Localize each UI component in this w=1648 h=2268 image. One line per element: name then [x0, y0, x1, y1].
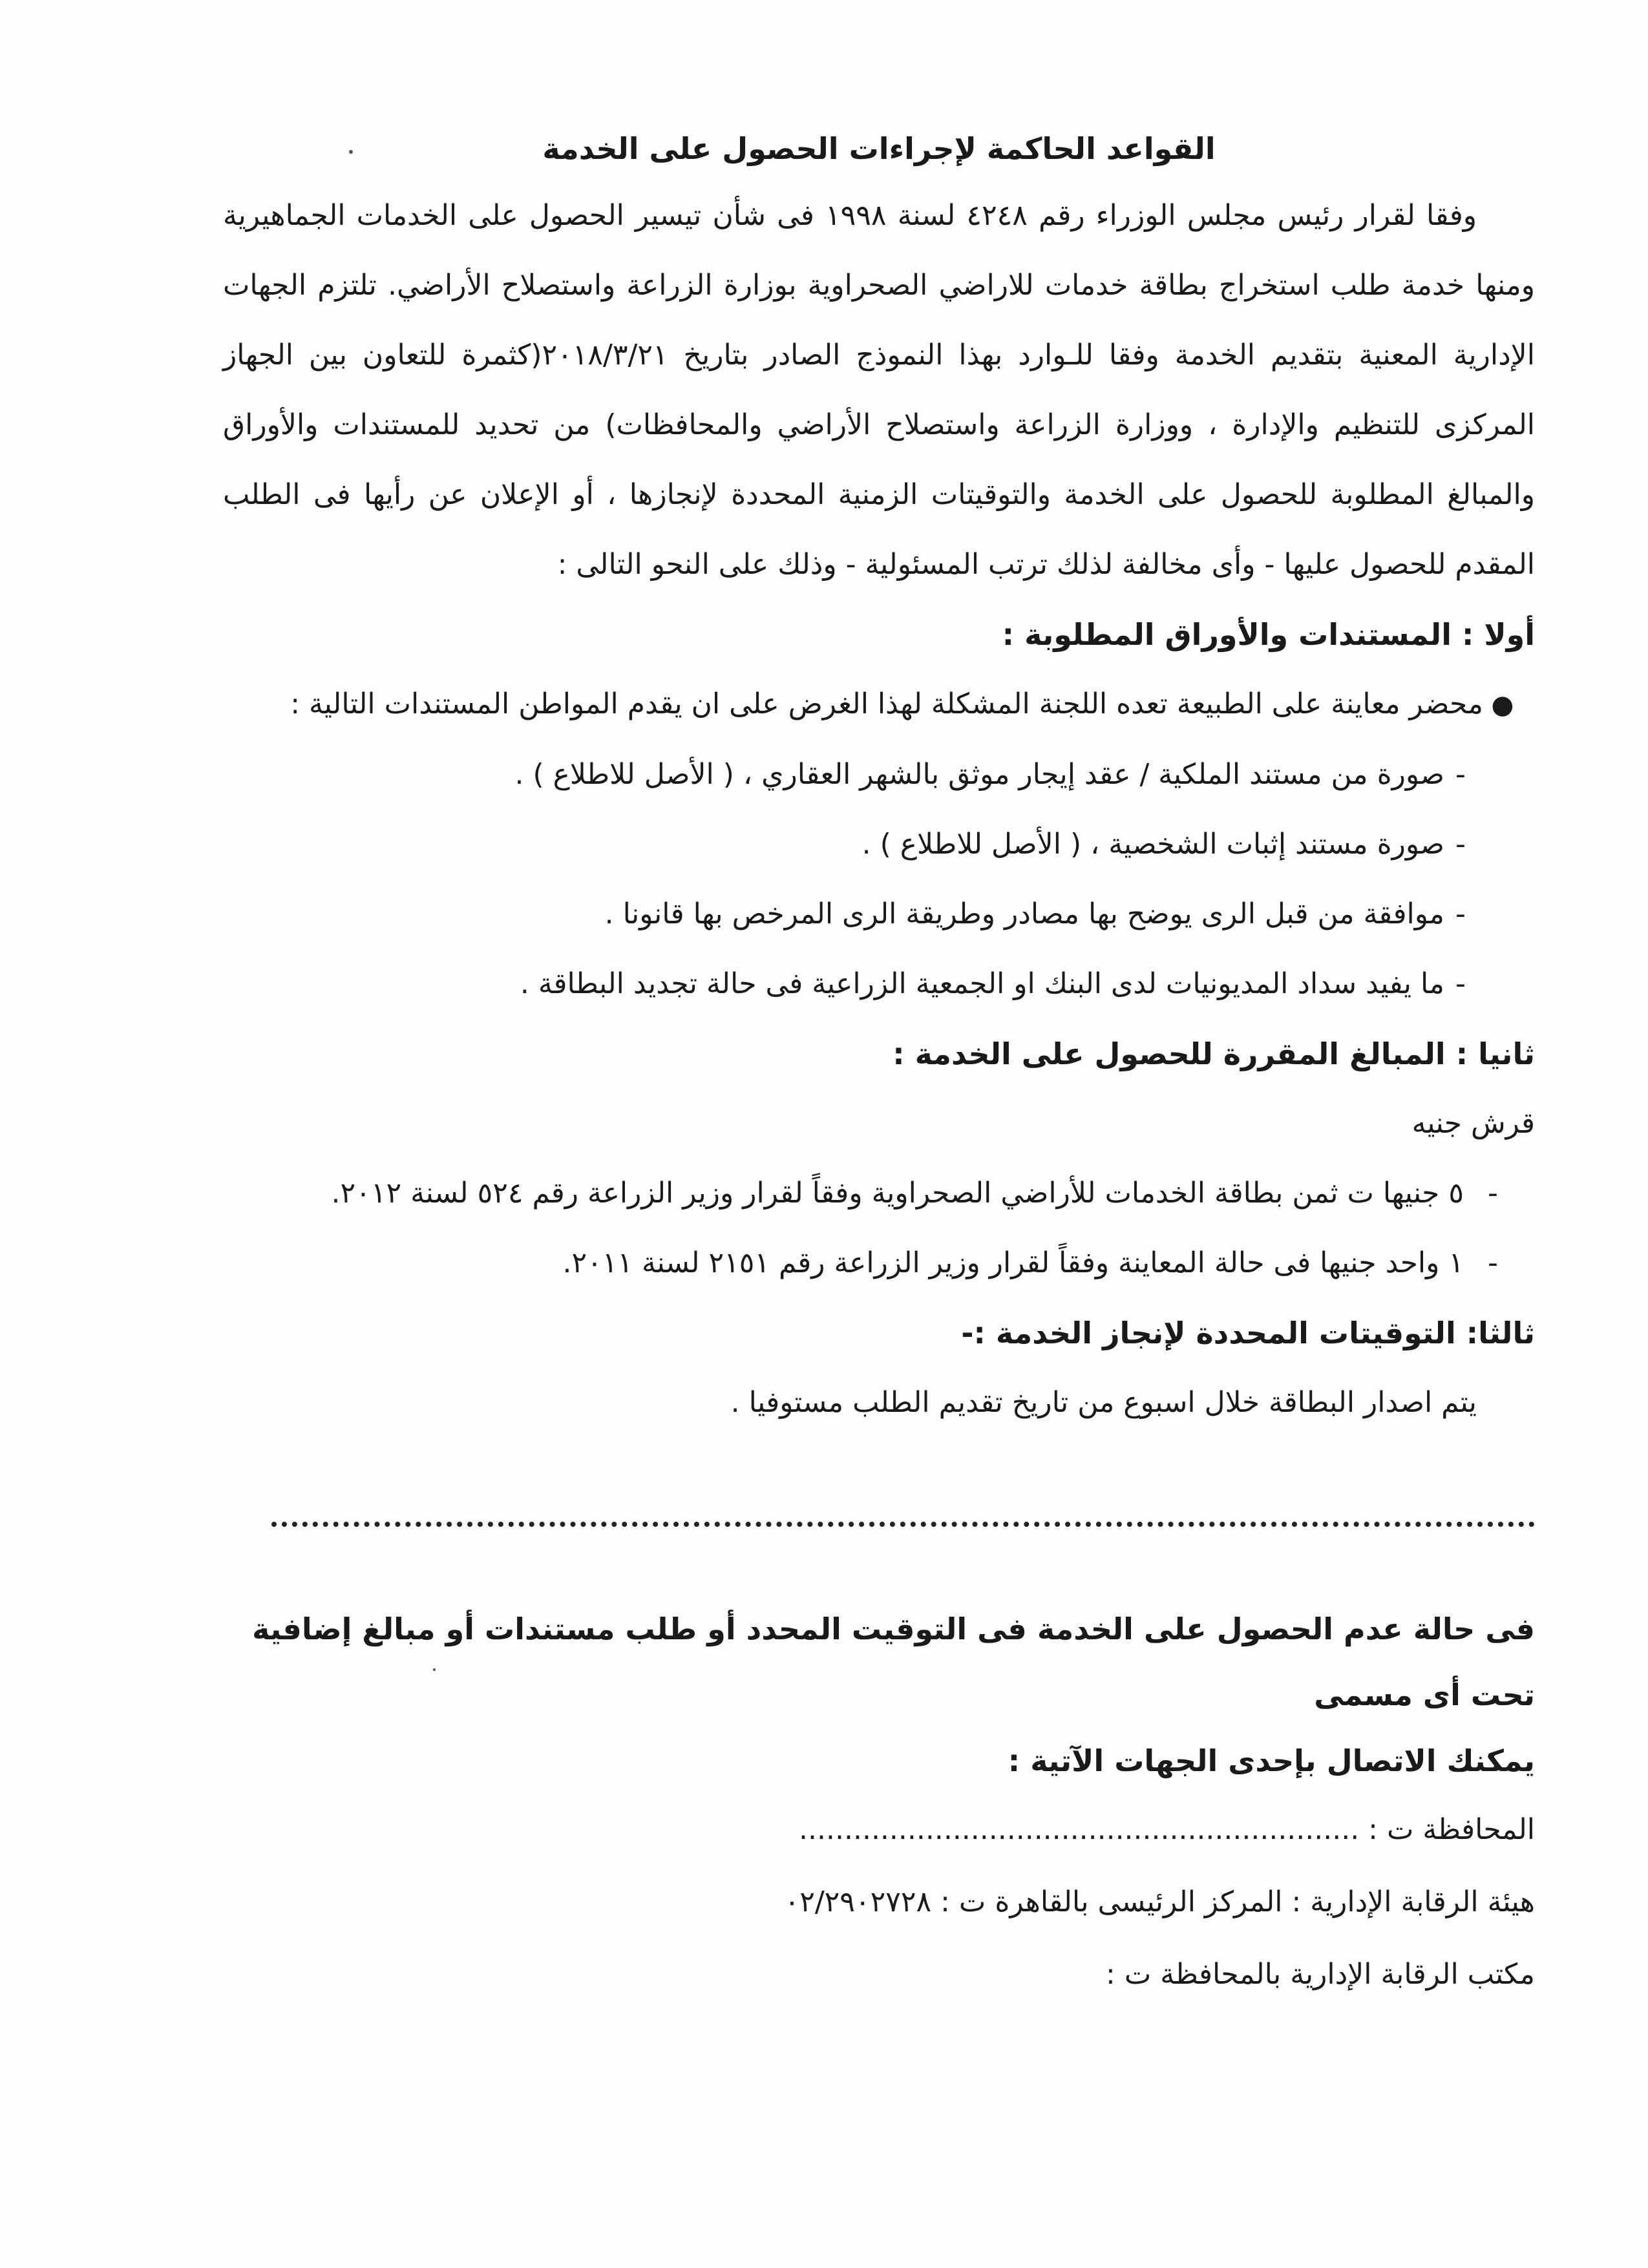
aca-headquarters-phone: هيئة الرقابة الإدارية : المركز الرئيسى بالقاهرة ت : ٠٢/٢٩٠٢٧٢٨	[784, 1885, 1535, 1918]
inspection-bullet	[223, 669, 1535, 740]
governorate-phone: المحافظة ت : ..............................................................	[799, 1813, 1535, 1846]
document-title: القواعد الحاكمة لإجراءات الحصول على الخدمة	[542, 131, 1216, 166]
fee-item-text: ٥ جنيها ت ثمن بطاقة الخدمات للأراضي الصحراوية وفقاً لقرار وزير الزراعة رقم ٥٢٤ لسنة ٢٠١٢.	[331, 1177, 1464, 1210]
section-timing-heading: ثالثا: التوقيتات المحددة لإنجاز الخدمة :-	[961, 1316, 1535, 1350]
complaint-section	[223, 1596, 1535, 2011]
fee-item-text: ١ واحد جنيها فى حالة المعاينة وفقاً لقرار وزير الزراعة رقم ٢١٥١ لسنة ٢٠١١.	[562, 1246, 1464, 1279]
dash-icon: -	[1488, 1246, 1498, 1279]
list-item	[223, 810, 1535, 879]
section-documents-heading: أولا : المستندات والأوراق المطلوبة :	[1002, 617, 1535, 652]
dash-icon: -	[1455, 898, 1466, 930]
scan-speck	[349, 150, 353, 154]
dash-icon: -	[1488, 1177, 1498, 1210]
list-item-text: موافقة من قبل الرى يوضح بها مصادر وطريقة الرى المرخص بها قانونا .	[604, 898, 1444, 930]
dotted-divider	[271, 1522, 1535, 1527]
intro-paragraph: وفقا لقرار رئيس مجلس الوزراء رقم ٤٢٤٨ لسنة ١٩٩٨ فى شأن تيسير الحصول على الخدمات الجماهيرية ومنها خدمة طلب استخراج بطاقة خدمات للاراضي الصحراوية بوزارة الزراعة واستصلاح الأراضي. تلتزم الجهات الإدارية المعنية بتقديم الخدمة وفقا للـوارد بهذا النموذج الصادر بتاريخ ٢٠١٨/٣/٢١(كثمرة للتعاون بين الجهاز المركزى للتنظيم والإدارة ، ووزارة الزراعة واستصلاح الأراضي والمحافظات) من تحديد للمستندات والأوراق والمبالغ المطلوبة للحصول على الخدمة والتوقيتات الزمنية المحددة لإنجازها ، أو الإعلان عن رأيها فى الطلب المقدم للحصول عليها - وأى مخالفة لذلك ترتب المسئولية - وذلك على النحو التالى :	[223, 199, 1536, 581]
dash-icon: -	[1455, 758, 1466, 791]
inspection-bullet-text: محضر معاينة على الطبيعة تعده اللجنة المشكلة لهذا الغرض على ان يقدم المواطن المستندات التالية :	[290, 688, 1483, 720]
dash-icon: -	[1455, 828, 1466, 861]
complaint-heading-line2: يمكنك الاتصال بإحدى الجهات الآتية :	[1008, 1743, 1535, 1778]
list-item	[223, 879, 1535, 949]
bullet-icon: ●	[1491, 690, 1514, 720]
list-item-text: صورة مستند إثبات الشخصية ، ( الأصل للاطلاع ) .	[861, 828, 1444, 861]
timing-text: يتم اصدار البطاقة خلال اسبوع من تاريخ تقديم الطلب مستوفيا .	[730, 1386, 1477, 1419]
fee-item	[223, 1159, 1535, 1228]
list-item	[223, 949, 1535, 1019]
list-item-text: ما يفيد سداد المديونيات لدى البنك او الجمعية الزراعية فى حالة تجديد البطاقة .	[520, 967, 1444, 1000]
aca-office-phone: مكتب الرقابة الإدارية بالمحافظة ت :	[1106, 1958, 1535, 1991]
section-fees-heading: ثانيا : المبالغ المقررة للحصول على الخدمة :	[893, 1036, 1535, 1071]
complaint-heading-line1: فى حالة عدم الحصول على الخدمة فى التوقيت المحدد أو طلب مستندات أو مبالغ إضافية تحت أى مسمى	[252, 1612, 1535, 1712]
fee-item	[223, 1228, 1535, 1298]
fees-units-label: قرش جنيه	[1411, 1107, 1535, 1140]
scan-speck	[433, 1668, 436, 1671]
list-item-text: صورة من مستند الملكية / عقد إيجار موثق بالشهر العقاري ، ( الأصل للاطلاع ) .	[514, 758, 1444, 791]
document-body	[223, 129, 1535, 1438]
list-item	[223, 740, 1535, 810]
dash-icon: -	[1455, 967, 1466, 1000]
